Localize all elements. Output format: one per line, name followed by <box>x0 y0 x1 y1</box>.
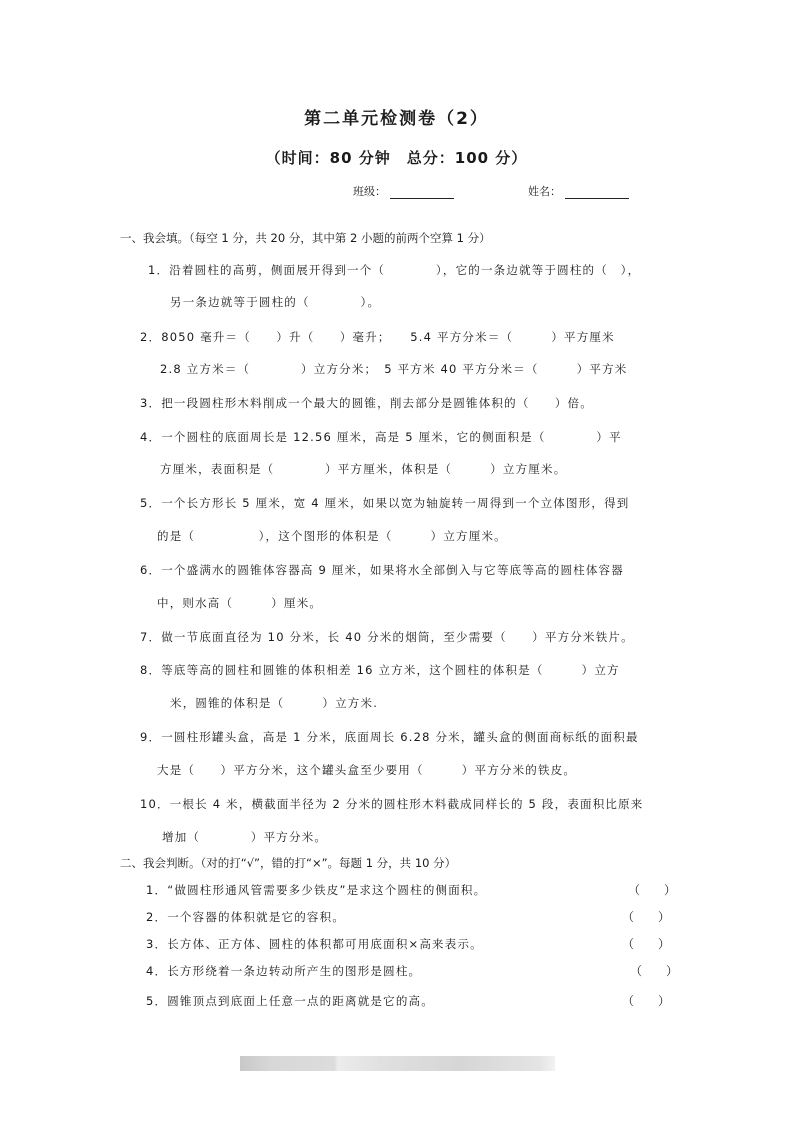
question-line: 6．一个盛满水的圆锥体容器高 9 厘米，如果将水全部倒入与它等底等高的圆柱体容器 <box>140 563 624 577</box>
name-field <box>528 183 629 199</box>
judge-item-1: 1．“做圆柱形通风管需要多少铁皮”是求这个圆柱的侧面积。 <box>146 883 487 897</box>
question-line: 另一条边就等于圆柱的（ ）。 <box>170 295 381 309</box>
judge-item-4: 4．长方形绕着一条边转动所产生的图形是圆柱。 <box>146 964 422 978</box>
class-field <box>353 183 454 199</box>
question-line: 方厘米，表面积是（ ）平方厘米，体积是（ ）立方厘米。 <box>160 462 567 476</box>
question-line: 8．等底等高的圆柱和圆锥的体积相差 16 立方米，这个圆柱的体积是（ ）立方 <box>140 663 620 677</box>
class-blank[interactable] <box>390 186 454 199</box>
judge-answer-1[interactable]: （ ） <box>628 883 677 897</box>
judge-answer-2[interactable]: （ ） <box>622 910 671 924</box>
section-1-heading: 一、我会填。（每空 1 分，共 20 分，其中第 2 小题的前两个空算 1 分） <box>120 231 491 245</box>
judge-item-3: 3．长方体、正方体、圆柱的体积都可用底面积×高来表示。 <box>146 937 483 951</box>
judge-item-2: 2．一个容器的体积就是它的容积。 <box>146 910 346 924</box>
question-line: 大是（ ）平方分米，这个罐头盒至少要用（ ）平方分米的铁皮。 <box>157 763 577 777</box>
question-line: 10．一根长 4 米，横截面半径为 2 分米的圆柱形木料截成同样长的 5 段，表面积比原来 <box>140 797 644 811</box>
question-line: 2.8 立方米＝（ ）立方分米； 5 平方米 40 平方分米＝（ ）平方米 <box>160 362 628 376</box>
page-title: 第二单元检测卷（2） <box>304 109 489 129</box>
judge-item-5: 5．圆锥顶点到底面上任意一点的距离就是它的高。 <box>146 994 434 1008</box>
question-line: 2．8050 毫升＝（ ）升（ ）毫升； 5.4 平方分米＝（ ）平方厘米 <box>140 330 615 344</box>
question-line: 9．一圆柱形罐头盒，高是 1 分米，底面周长 6.28 分米，罐头盒的侧面商标纸的面积最 <box>140 730 639 744</box>
name-label: 姓名： <box>528 185 561 198</box>
question-line: 7．做一节底面直径为 10 分米，长 40 分米的烟筒，至少需要（ ）平方分米铁片。 <box>140 630 634 644</box>
question-line: 3．把一段圆柱形木料削成一个最大的圆锥，削去部分是圆锥体积的（ ）倍。 <box>140 396 594 410</box>
judge-answer-3[interactable]: （ ） <box>622 937 671 951</box>
judge-answer-5[interactable]: （ ） <box>622 994 671 1008</box>
question-line: 1．沿着圆柱的高剪，侧面展开得到一个（ ），它的一条边就等于圆柱的（ ）， <box>148 263 641 277</box>
exam-time-score: （时间：80 分钟 总分：100 分） <box>265 149 528 167</box>
question-line: 增加（ ）平方分米。 <box>162 830 328 844</box>
class-label: 班级： <box>353 185 386 198</box>
name-blank[interactable] <box>565 186 629 199</box>
section-2-heading: 二、我会判断。（对的打“√”，错的打“×”。每题 1 分，共 10 分） <box>120 856 457 870</box>
blurred-watermark <box>240 1056 555 1071</box>
question-line: 中，则水高（ ）厘米。 <box>157 596 323 610</box>
judge-answer-4[interactable]: （ ） <box>630 964 679 978</box>
question-line: 米，圆锥的体积是（ ）立方米. <box>170 696 379 710</box>
question-line: 5．一个长方形长 5 厘米，宽 4 厘米，如果以宽为轴旋转一周得到一个立体图形，得到 <box>140 496 630 510</box>
question-line: 的是（ ），这个图形的体积是（ ）立方厘米。 <box>157 529 507 543</box>
question-line: 4．一个圆柱的底面周长是 12.56 厘米，高是 5 厘米，它的侧面积是（ ）平 <box>140 430 622 444</box>
